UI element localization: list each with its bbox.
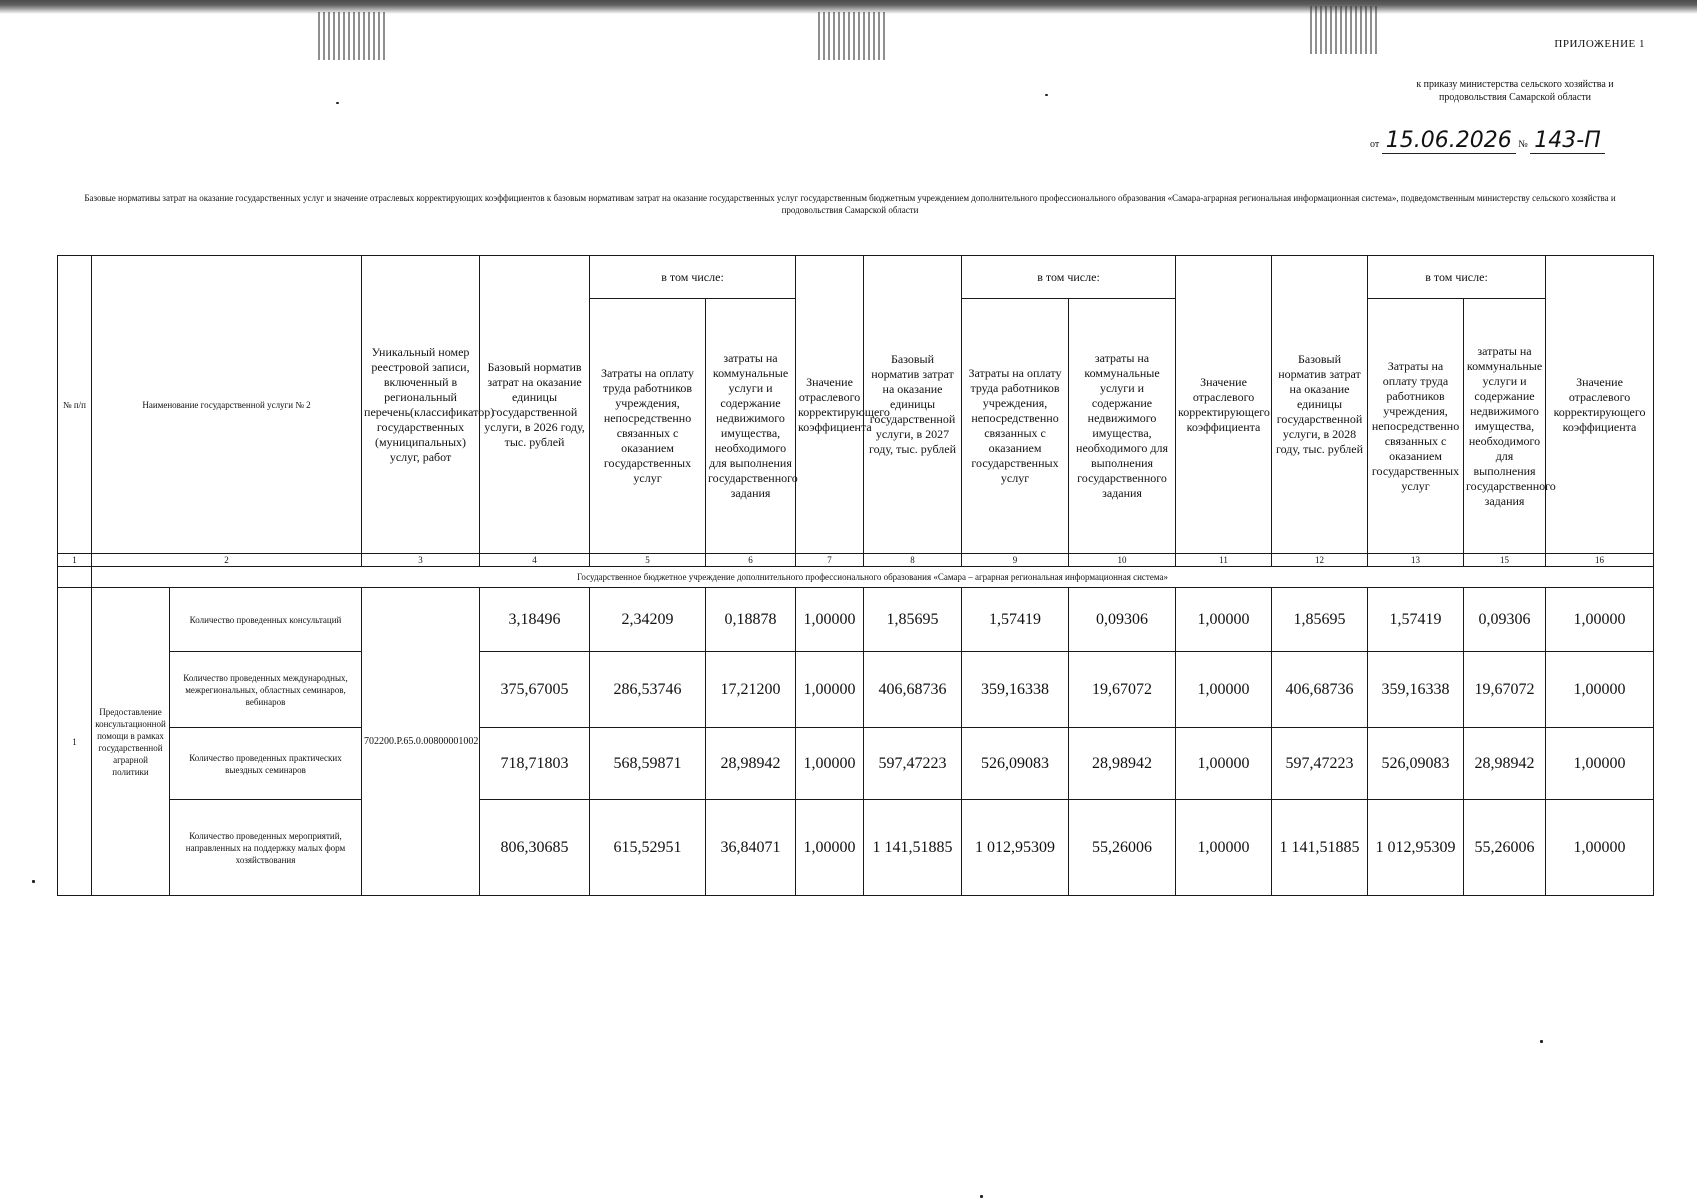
header-row-number: № п/п: [58, 256, 92, 554]
scan-speck: [32, 880, 35, 883]
value-cell: 2,34209: [590, 588, 706, 652]
service-name: Предоставление консультационной помощи в рамках государственной аграрной политики: [92, 588, 170, 896]
indicator-name: Количество проведенных практических выездных семинаров: [170, 728, 362, 800]
scan-artifact: [318, 12, 388, 60]
value-cell: 1,00000: [1546, 588, 1654, 652]
header-in-that-2028: в том числе:: [1368, 256, 1546, 299]
column-number: 12: [1272, 554, 1368, 567]
column-number: 8: [864, 554, 962, 567]
scan-speck: [336, 102, 339, 104]
column-number: 3: [362, 554, 480, 567]
value-cell: 1,85695: [864, 588, 962, 652]
column-number: 15: [1464, 554, 1546, 567]
column-number: 9: [962, 554, 1069, 567]
order-number: 143-П: [1530, 128, 1604, 154]
header-base-norm-2028: Базовый норматив затрат на оказание единицы государственной услуги, в 2028 году, тыс. рублей: [1272, 256, 1368, 554]
indicator-name: Количество проведенных мероприятий, направленных на поддержку малых форм хозяйствования: [170, 800, 362, 896]
column-number: 16: [1546, 554, 1654, 567]
value-cell: 1,00000: [1176, 588, 1272, 652]
column-number: 7: [796, 554, 864, 567]
value-cell: 28,98942: [706, 728, 796, 800]
value-cell: 19,67072: [1464, 652, 1546, 728]
value-cell: 19,67072: [1069, 652, 1176, 728]
header-coefficient-2026: Значение отраслевого корректирующего коэффициента: [796, 256, 864, 554]
header-coefficient-2027: Значение отраслевого корректирующего коэффициента: [1176, 256, 1272, 554]
value-cell: 718,71803: [480, 728, 590, 800]
column-number: 11: [1176, 554, 1272, 567]
header-registry-number: Уникальный номер реестровой записи, включенный в региональный перечень(классификатор) государственных (муниципальных) услуг, работ: [362, 256, 480, 554]
scan-speck: [980, 1195, 983, 1198]
header-in-that-2027: в том числе:: [962, 256, 1176, 299]
section-title: Государственное бюджетное учреждение дополнительного профессионального образования «Самара – аграрная региональная информационная система»: [92, 567, 1654, 588]
column-number: 1: [58, 554, 92, 567]
value-cell: 526,09083: [1368, 728, 1464, 800]
registry-number: 702200.Р.65.0.00800001002: [362, 588, 480, 896]
value-cell: 1,00000: [1176, 800, 1272, 896]
value-cell: 1,00000: [1546, 728, 1654, 800]
table-row: [58, 588, 1654, 652]
order-reference: к приказу министерства сельского хозяйства и продовольствия Самарской области: [1416, 79, 1614, 103]
section-row: [58, 567, 1654, 588]
column-numbers-row: [58, 554, 1654, 567]
value-cell: 1 012,95309: [962, 800, 1069, 896]
value-cell: 1,00000: [796, 800, 864, 896]
value-cell: 615,52951: [590, 800, 706, 896]
value-cell: 526,09083: [962, 728, 1069, 800]
column-number: 5: [590, 554, 706, 567]
appendix-label: ПРИЛОЖЕНИЕ 1: [1554, 38, 1645, 50]
value-cell: 375,67005: [480, 652, 590, 728]
header-service-name: Наименование государственной услуги № 2: [92, 256, 362, 554]
scan-artifact: [818, 12, 888, 60]
table-row: [58, 652, 1654, 728]
value-cell: 1,00000: [1176, 652, 1272, 728]
column-number: 10: [1069, 554, 1176, 567]
header-coefficient-2028: Значение отраслевого корректирующего коэффициента: [1546, 256, 1654, 554]
value-cell: 597,47223: [864, 728, 962, 800]
indicator-name: Количество проведенных консультаций: [170, 588, 362, 652]
value-cell: 1 141,51885: [864, 800, 962, 896]
value-cell: 36,84071: [706, 800, 796, 896]
value-cell: 286,53746: [590, 652, 706, 728]
value-cell: 28,98942: [1069, 728, 1176, 800]
value-cell: 1,00000: [796, 728, 864, 800]
indicator-name: Количество проведенных международных, межрегиональных, областных семинаров, вебинаров: [170, 652, 362, 728]
header-labor-costs-2026: Затраты на оплату труда работников учреждения, непосредственно связанных с оказанием государственных услуг: [590, 299, 706, 554]
value-cell: 28,98942: [1464, 728, 1546, 800]
column-number: 2: [92, 554, 362, 567]
value-cell: 1 012,95309: [1368, 800, 1464, 896]
scan-artifact: [1310, 6, 1380, 54]
header-labor-costs-2027: Затраты на оплату труда работников учреждения, непосредственно связанных с оказанием государственных услуг: [962, 299, 1069, 554]
header-in-that-2026: в том числе:: [590, 256, 796, 299]
value-cell: 806,30685: [480, 800, 590, 896]
value-cell: 55,26006: [1464, 800, 1546, 896]
value-cell: 1,00000: [796, 652, 864, 728]
table-row: [58, 728, 1654, 800]
table-row: [58, 800, 1654, 896]
value-cell: 1,57419: [1368, 588, 1464, 652]
scan-speck: [1540, 1040, 1543, 1043]
order-date: 15.06.2026: [1382, 128, 1516, 154]
value-cell: 568,59871: [590, 728, 706, 800]
value-cell: 17,21200: [706, 652, 796, 728]
value-cell: 1,57419: [962, 588, 1069, 652]
value-cell: 55,26006: [1069, 800, 1176, 896]
value-cell: 406,68736: [1272, 652, 1368, 728]
value-cell: 0,09306: [1464, 588, 1546, 652]
value-cell: 0,18878: [706, 588, 796, 652]
header-base-norm-2027: Базовый норматив затрат на оказание единицы государственной услуги, в 2027 году, тыс. рублей: [864, 256, 962, 554]
value-cell: 359,16338: [1368, 652, 1464, 728]
section-row-blank: [58, 567, 92, 588]
value-cell: 1,00000: [796, 588, 864, 652]
order-prefix: от: [1370, 139, 1380, 150]
value-cell: 0,09306: [1069, 588, 1176, 652]
value-cell: 3,18496: [480, 588, 590, 652]
value-cell: 1,00000: [1546, 800, 1654, 896]
header-utility-costs-2028: затраты на коммунальные услуги и содержание недвижимого имущества, необходимого для выполнения государственного задания: [1464, 299, 1546, 554]
value-cell: 1,85695: [1272, 588, 1368, 652]
header-labor-costs-2028: Затраты на оплату труда работников учреждения, непосредственно связанных с оказанием государственных услуг: [1368, 299, 1464, 554]
document-title: Базовые нормативы затрат на оказание государственных услуг и значение отраслевых корректирующих коэффициентов к базовым нормативам затрат на оказание государственных услуг государственным бюджетным учреждением дополнительного профессионального образования «Самара-аграрная региональная информационная система», подведомственным министерству сельского хозяйства и продовольствия Самарской области: [84, 193, 1616, 215]
value-cell: 1,00000: [1176, 728, 1272, 800]
header-row-1: [58, 256, 1654, 299]
header-utility-costs-2026: затраты на коммунальные услуги и содержание недвижимого имущества, необходимого для выполнения государственного задания: [706, 299, 796, 554]
order-number-prefix: №: [1518, 139, 1528, 150]
column-number: 6: [706, 554, 796, 567]
cost-norms-table: [57, 255, 1654, 896]
row-number: 1: [58, 588, 92, 896]
scan-speck: [1045, 94, 1048, 96]
value-cell: 1 141,51885: [1272, 800, 1368, 896]
column-number: 4: [480, 554, 590, 567]
header-utility-costs-2027: затраты на коммунальные услуги и содержание недвижимого имущества, необходимого для выполнения государственного задания: [1069, 299, 1176, 554]
value-cell: 1,00000: [1546, 652, 1654, 728]
header-base-norm-2026: Базовый норматив затрат на оказание единицы государственной услуги, в 2026 году, тыс. рублей: [480, 256, 590, 554]
value-cell: 359,16338: [962, 652, 1069, 728]
order-line: [1370, 128, 1670, 154]
column-number: 13: [1368, 554, 1464, 567]
value-cell: 597,47223: [1272, 728, 1368, 800]
value-cell: 406,68736: [864, 652, 962, 728]
